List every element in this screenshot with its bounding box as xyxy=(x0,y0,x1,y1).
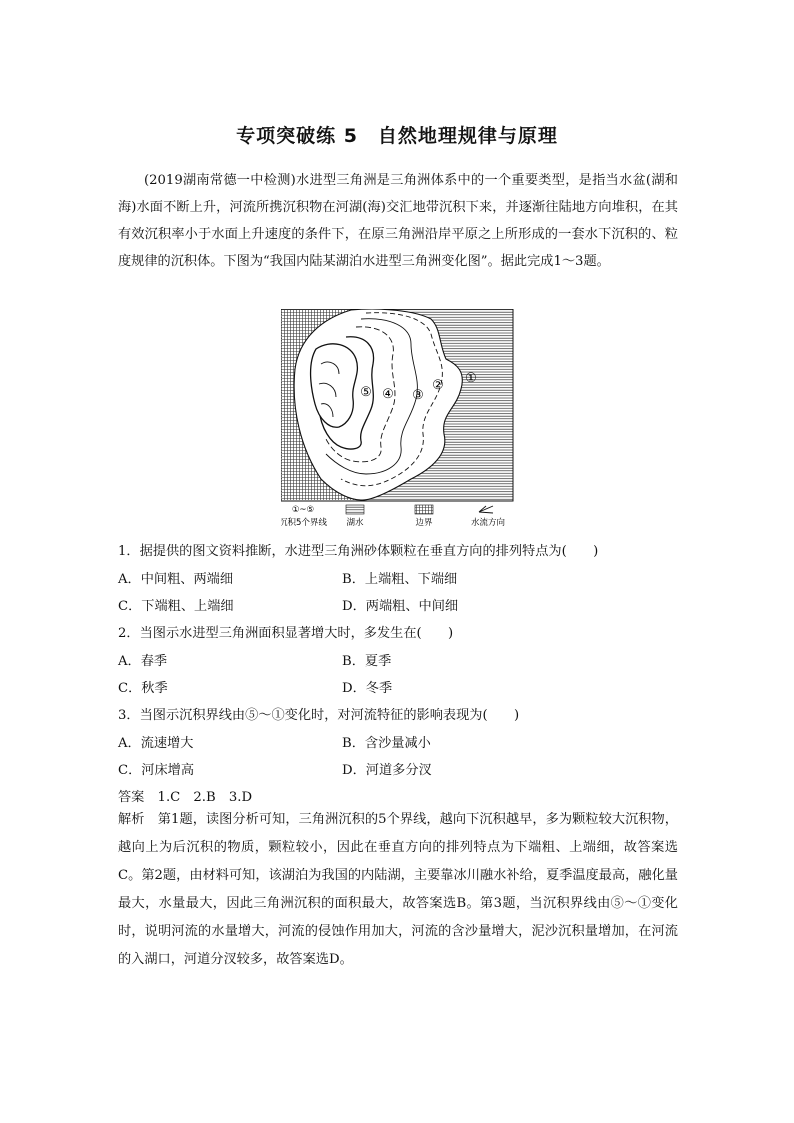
question-3: 3．当图示沉积界线由⑤～①变化时，对河流特征的影响表现为( ) xyxy=(118,708,520,723)
answer-line: 答案 1.C 2.B 3.D xyxy=(118,790,253,805)
q3-option-d: D．河道多分汊 xyxy=(342,763,432,778)
q2-option-a: A．春季 xyxy=(118,654,168,669)
label-2: ② xyxy=(432,378,444,393)
q1-option-b: B．上端粗、下端细 xyxy=(342,572,458,587)
label-5: ⑤ xyxy=(360,385,372,400)
intro-paragraph: (2019湖南常德一中检测)水进型三角洲是三角洲体系中的一个重要类型，是指当水盆(湖和海)水面不断上升，河流所携沉积物在河湖(海)交汇地带沉积下来，并逐渐往陆地方向堆积，在其有效沉积率小于水面上升速度的条件下，在原三角洲沿岸平原之上所形成的一套水下沉积的、粒度规律的沉积体。下图为“我国内陆某湖泊水进型三角洲变化图”。据此完成1～3题。 xyxy=(118,173,678,269)
q1-option-a: A．中间粗、两端细 xyxy=(118,572,234,587)
q3-option-a: A．流速增大 xyxy=(118,736,194,751)
flow-direction-icon xyxy=(479,506,493,513)
q1-option-d: D．两端粗、中间细 xyxy=(342,599,459,614)
label-4: ④ xyxy=(382,387,394,402)
delta-figure xyxy=(281,309,515,531)
question-2: 2．当图示水进型三角洲面积显著增大时，多发生在( ) xyxy=(118,626,454,641)
legend-lake-swatch xyxy=(346,505,364,514)
legend-edge-label: 边界 xyxy=(415,518,433,528)
label-1: ① xyxy=(465,371,477,386)
question-1: 1．据提供的图文资料推断，水进型三角洲砂体颗粒在垂直方向的排列特点为( ) xyxy=(118,544,599,559)
q2-option-c: C．秋季 xyxy=(118,681,168,696)
legend-boundary-range: ①~⑤ xyxy=(291,505,315,515)
legend-edge-swatch xyxy=(415,505,433,514)
q3-option-b: B．含沙量减小 xyxy=(342,736,431,751)
legend-flow-label: 水流方向 xyxy=(470,518,506,528)
q3-option-c: C．河床增高 xyxy=(118,763,195,778)
page-title: 专项突破练 5 自然地理规律与原理 xyxy=(236,125,558,147)
legend-lake-label: 湖水 xyxy=(346,518,364,528)
delta-map xyxy=(281,309,515,531)
q2-option-d: D．冬季 xyxy=(342,681,393,696)
q1-option-c: C．下端粗、上端细 xyxy=(118,599,234,614)
legend-boundary-label: 沉积5个界线 xyxy=(281,518,327,528)
analysis-paragraph: 解析 第1题，读图分析可知，三角洲沉积的5个界线，越向下沉积越早，多为颗粒较大沉积物，越向上为后沉积的物质，颗粒较小，因此在垂直方向的排列特点为下端粗、上端细，故答案选C。第2题，由材料可知，该湖泊为我国的内陆湖，主要靠冰川融水补给，夏季温度最高，融化量最大，水量最大，因此三角洲沉积的面积最大，故答案选B。第3题，当沉积界线由⑤～①变化时，说明河流的水量增大，河流的侵蚀作用加大，河流的含沙量增大，泥沙沉积量增加，在河流的入湖口，河道分汊较多，故答案选D。 xyxy=(118,812,678,967)
label-3: ③ xyxy=(412,388,424,403)
q2-option-b: B．夏季 xyxy=(342,654,392,669)
